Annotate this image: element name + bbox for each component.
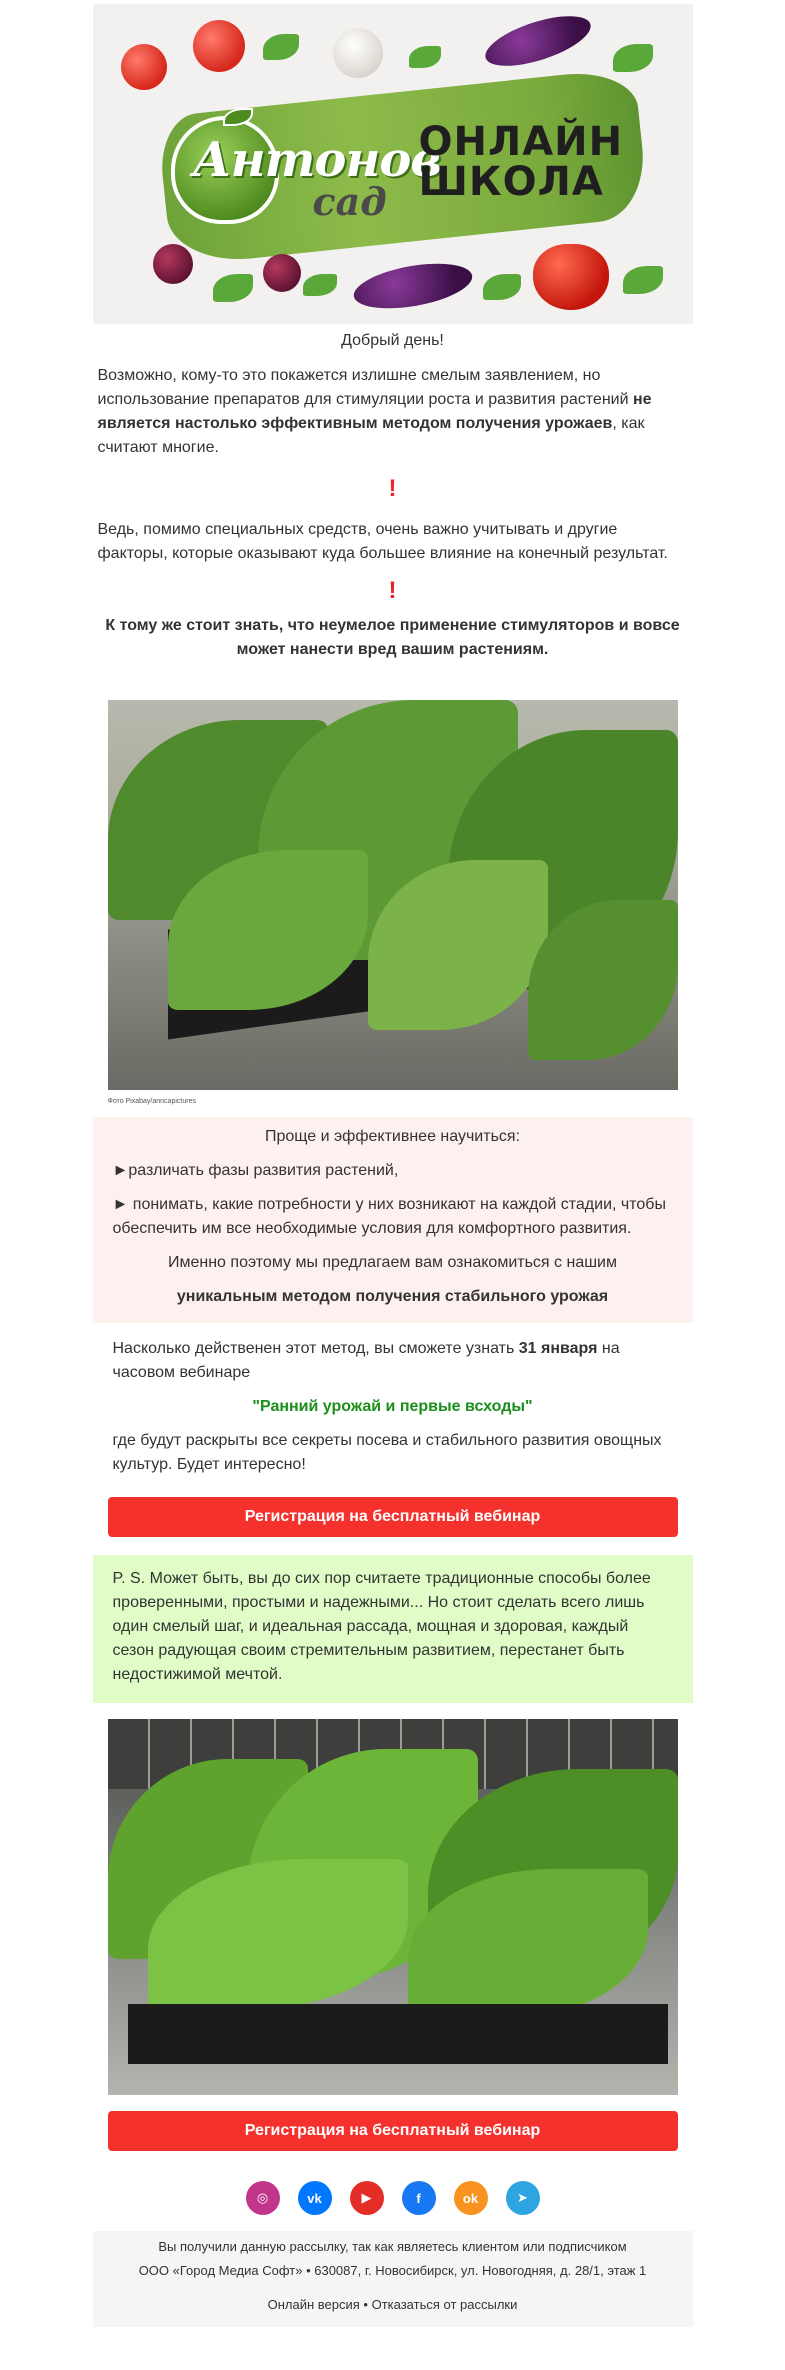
odnoklassniki-icon[interactable]: ok — [454, 2181, 488, 2215]
telegram-icon[interactable]: ➤ — [506, 2181, 540, 2215]
logo-word-antonov: Антонов — [192, 132, 441, 188]
ps-text: P. S. Может быть, вы до сих пор считаете традиционные способы более проверенными, простыми и надежными... Но стоит сделать всего лишь один смелый шаг, и идеальная рассада, мощная и здоровая, каждый сезон радующая своим стремительным развитием, перестанет быть недостижимой мечтой. — [112, 1570, 651, 1683]
footer-links — [103, 2293, 683, 2317]
seedlings-greenhouse-photo — [108, 1719, 678, 2095]
intro-p1-start: Возможно, кому-то это покажется излишне смелым заявлением, но использование препаратов для стимуляции роста и развития растений — [97, 367, 633, 408]
webinar-intro — [108, 1337, 678, 1385]
intro-p1-end: , как считают многие. — [97, 415, 645, 456]
register-webinar-button[interactable]: Регистрация на бесплатный вебинар — [108, 2111, 678, 2151]
online-version-link[interactable]: Онлайн версия — [267, 2297, 360, 2312]
social-links — [93, 2181, 693, 2215]
header-banner — [93, 4, 693, 324]
leaf-icon — [263, 34, 299, 60]
webinar-block — [93, 1323, 693, 1477]
school-line-2: ШКОЛА — [418, 159, 604, 205]
learn-block — [93, 1117, 693, 1323]
tomato-icon — [121, 44, 167, 90]
unsubscribe-link[interactable]: Отказаться от рассылки — [371, 2297, 518, 2312]
footer-separator: • — [359, 2297, 372, 2312]
leaf-icon — [303, 274, 337, 296]
online-school-title — [418, 119, 624, 205]
intro-p1-bold: не является настолько эффективным методом получения урожаев — [97, 391, 652, 432]
pepper-icon — [533, 244, 609, 310]
beet-icon — [153, 244, 193, 284]
leaf-icon — [409, 46, 441, 68]
register-webinar-button[interactable]: Регистрация на бесплатный вебинар — [108, 1497, 678, 1537]
leaf-icon — [613, 44, 653, 72]
tomato-icon — [193, 20, 245, 72]
eggplant-icon — [350, 256, 475, 316]
seedling-tray — [128, 2004, 668, 2064]
greeting: Добрый день! — [341, 332, 444, 349]
footer-reason: Вы получили данную рассылку, так как являетесь клиентом или подписчиком — [158, 2239, 627, 2254]
exclamation-mark: ! — [388, 475, 397, 502]
instagram-icon[interactable]: ◎ — [246, 2181, 280, 2215]
beet-icon — [263, 254, 301, 292]
garlic-icon — [333, 28, 383, 78]
webinar-text-end: на часовом вебинаре — [112, 1340, 620, 1381]
webinar-text-start: Насколько действенен этот метод, вы сможете узнать — [112, 1340, 519, 1357]
webinar-description: где будут раскрыты все секреты посева и стабильного развития овощных культур. Будет интересно! — [112, 1432, 662, 1473]
leaf-icon — [623, 266, 663, 294]
youtube-icon[interactable]: ▶ — [350, 2181, 384, 2215]
footer — [93, 2231, 693, 2327]
webinar-title: "Ранний урожай и первые всходы" — [252, 1398, 533, 1415]
leaf-icon — [483, 274, 521, 300]
learn-item-2: ► понимать, какие потребности у них возникают на каждой стадии, чтобы обеспечить им все необходимые условия для комфортного развития. — [112, 1196, 666, 1237]
photo-caption: Фото Pixabay/anncapictures — [107, 1098, 196, 1105]
intro-paragraph-3: К тому же стоит знать, что неумелое применение стимуляторов и вовсе может нанести вред вашим растениям. — [105, 617, 680, 658]
exclamation-mark: ! — [388, 577, 397, 604]
logo-word-sad: сад — [312, 179, 387, 224]
intro-paragraph-1 — [93, 364, 693, 460]
vk-icon[interactable]: vk — [298, 2181, 332, 2215]
learn-offer-bold: уникальным методом получения стабильного урожая — [176, 1288, 609, 1305]
learn-item-1: ►различать фазы развития растений, — [112, 1162, 399, 1179]
learn-offer: Именно поэтому мы предлагаем вам ознакомиться с нашим — [167, 1254, 617, 1271]
learn-title: Проще и эффективнее научиться: — [264, 1128, 521, 1145]
facebook-icon[interactable]: f — [402, 2181, 436, 2215]
email-container — [93, 0, 693, 2327]
ps-block — [93, 1555, 693, 1703]
seedlings-photo — [108, 700, 678, 1090]
leaf-icon — [213, 274, 253, 302]
footer-company: ООО «Город Медиа Софт» • 630087, г. Новосибирск, ул. Новогодняя, д. 28/1, этаж 1 — [138, 2263, 647, 2278]
eggplant-icon — [479, 6, 595, 76]
school-line-1: ОНЛАЙН — [418, 119, 624, 165]
intro-paragraph-2: Ведь, помимо специальных средств, очень важно учитывать и другие факторы, которые оказывают куда большее влияние на конечный результат. — [97, 521, 668, 562]
webinar-date: 31 января — [518, 1340, 598, 1357]
